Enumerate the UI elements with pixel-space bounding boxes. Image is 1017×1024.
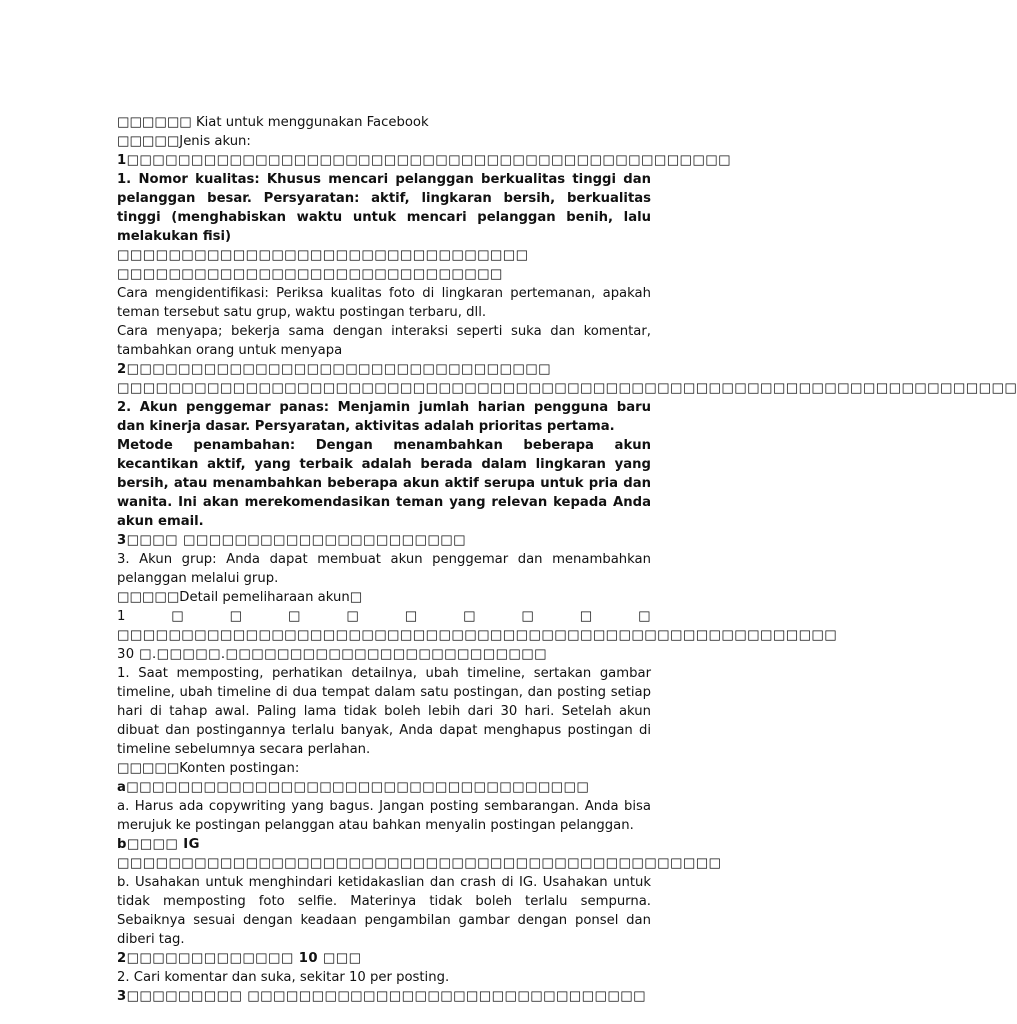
text-paragraph: 2. Cari komentar dan suka, sekitar 10 per posting. — [117, 970, 450, 985]
text-paragraph: a. Harus ada copywriting yang bagus. Jangan posting sembarangan. Anda bisa merujuk ke postingan pelanggan atau bahkan menyalin postingan pelanggan. — [117, 799, 651, 833]
text-paragraph: a□□□□□□□□□□□□□□□□□□□□□□□□□□□□□□□□□□□□ — [117, 780, 590, 795]
text-paragraph: 2□□□□□□□□□□□□□□□□□□□□□□□□□□□□□□□□□ — [117, 362, 551, 377]
text-paragraph: Metode penambahan: Dengan menambahkan beberapa akun kecantikan aktif, yang terbaik adalah berada dalam lingkaran yang bersih, atau menambahkan beberapa akun aktif serupa untuk pria dan wanita. Ini akan merekomendasikan teman yang relevan kepada Anda akun email. — [117, 438, 651, 529]
text-paragraph: □□□□□Konten postingan: — [117, 761, 300, 776]
text-paragraph: b□□□□ IG □□□□□□□□□□□□□□□□□□□□□□□□□□□□□□□□□□□□□□□□□□□□□□□ — [117, 837, 722, 871]
text-paragraph: □□□□□□□□□□□□□□□□□□□□□□□□□□□□□□□□□□□□□□□□□□□□□□□□□□□□□□□□□□□□□□□□□□□□□□ — [117, 381, 1017, 396]
text-paragraph: Cara mengidentifikasi: Periksa kualitas foto di lingkaran pertemanan, apakah teman tersebut satu grup, waktu postingan terbaru, dll. — [117, 286, 651, 320]
text-paragraph: □□□□□Jenis akun: — [117, 134, 251, 149]
text-paragraph: 2□□□□□□□□□□□□□ 10 □□□ — [117, 951, 362, 966]
text-paragraph: 3. Akun grup: Anda dapat membuat akun penggemar dan menambahkan pelanggan melalui grup. — [117, 552, 651, 586]
text-paragraph: b. Usahakan untuk menghindari ketidakaslian dan crash di IG. Usahakan untuk tidak memposting foto selfie. Materinya tidak boleh terlalu sempurna. Sebaiknya sesuai dengan keadaan pengambilan gambar dengan ponsel dan diberi tag. — [117, 875, 651, 947]
text-paragraph: □□□□□Detail pemeliharaan akun□ — [117, 590, 363, 605]
text-paragraph: 2. Akun penggemar panas: Menjamin jumlah harian pengguna baru dan kinerja dasar. Persyaratan, aktivitas adalah prioritas pertama. — [117, 400, 651, 434]
text-paragraph: □□□□□□□□□□□□□□□□□□□□□□□□□□□□□□□□ — [117, 248, 529, 263]
text-paragraph: Cara menyapa; bekerja sama dengan interaksi seperti suka dan komentar, tambahkan orang untuk menyapa — [117, 324, 651, 358]
text-paragraph: 1. Saat memposting, perhatikan detailnya, ubah timeline, sertakan gambar timeline, ubah timeline di dua tempat dalam satu postingan, dan posting setiap hari di tahap awal. Paling lama tidak boleh lebih dari 30 hari. Setelah akun dibuat dan postingannya terlalu banyak, Anda dapat menghapus postingan di timeline sebelumnya secara perlahan. — [117, 666, 651, 757]
text-paragraph: 3□□□□□□□□□ □□□□□□□□□□□□□□□□□□□□□□□□□□□□□□□ — [117, 989, 646, 1004]
text-paragraph: □□□□□□ Kiat untuk menggunakan Facebook — [117, 115, 429, 130]
text-paragraph: 3□□□□ □□□□□□□□□□□□□□□□□□□□□□ — [117, 533, 466, 548]
document-body — [117, 113, 1017, 1006]
text-paragraph: 1. Nomor kualitas: Khusus mencari pelanggan berkualitas tinggi dan pelanggan besar. Persyaratan: aktif, lingkaran bersih, berkualitas tinggi (menghabiskan waktu untuk mencari pelanggan benih, lalu melakukan fisi) — [117, 172, 651, 244]
text-paragraph: 1□□□□□□□□□ □□□□□□□□□□□□□□□□□□□□□□□□□□□□□□□□□□□□□□□□□□□□□□□□□□□□□□□□ 30 □.□□□□□.□□□□□□□□□□□□□□□□□□□□□□□□□ — [117, 609, 838, 662]
text-paragraph: 1□□□□□□□□□□□□□□□□□□□□□□□□□□□□□□□□□□□□□□□□□□□□□□□ — [117, 153, 731, 168]
text-paragraph: □□□□□□□□□□□□□□□□□□□□□□□□□□□□□□ — [117, 267, 503, 282]
